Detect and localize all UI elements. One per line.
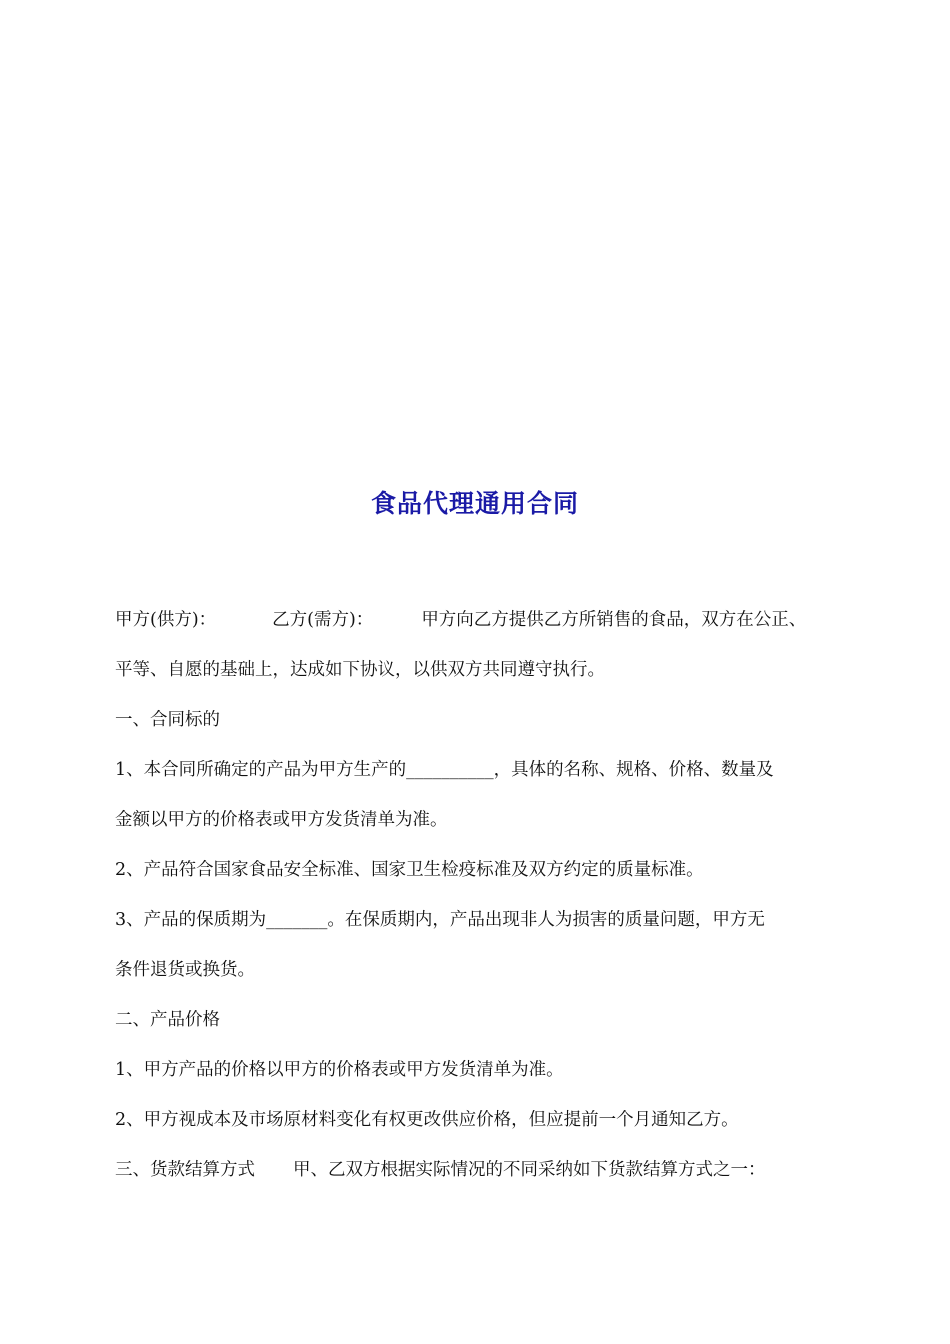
paragraph-line: 平等、自愿的基础上，达成如下协议，以供双方共同遵守执行。 <box>115 660 605 680</box>
section-heading: 三、货款结算方式 <box>115 1160 255 1180</box>
paragraph-line: 1、本合同所确定的产品为甲方生产的__________，具体的名称、规格、价格、数量及 <box>115 760 774 780</box>
document-title: 食品代理通用合同 <box>370 489 579 518</box>
party-b-label: 乙方(需方)： <box>272 610 374 630</box>
paragraph-line: 2、甲方视成本及市场原材料变化有权更改供应价格，但应提前一个月通知乙方。 <box>115 1110 739 1130</box>
section-heading: 二、产品价格 <box>115 1010 220 1030</box>
paragraph-line: 金额以甲方的价格表或甲方发货清单为准。 <box>115 810 448 830</box>
party-a-label: 甲方(供方)： <box>115 610 217 630</box>
paragraph-line: 条件退货或换货。 <box>115 960 255 980</box>
contract-body <box>115 598 855 1198</box>
paragraph-line <box>115 598 855 648</box>
paragraph-line: 1、甲方产品的价格以甲方的价格表或甲方发货清单为准。 <box>115 1060 564 1080</box>
paragraph-line: 2、产品符合国家食品安全标准、国家卫生检疫标准及双方约定的质量标准。 <box>115 860 704 880</box>
paragraph-line <box>115 1148 855 1198</box>
paragraph-line: 3、产品的保质期为_______。在保质期内，产品出现非人为损害的质量问题，甲方无 <box>115 910 765 930</box>
section-text: 甲、乙双方根据实际情况的不同采纳如下货款结算方式之一： <box>293 1160 766 1180</box>
section-heading: 一、合同标的 <box>115 710 220 730</box>
intro-text: 甲方向乙方提供乙方所销售的食品，双方在公正、 <box>421 610 807 630</box>
